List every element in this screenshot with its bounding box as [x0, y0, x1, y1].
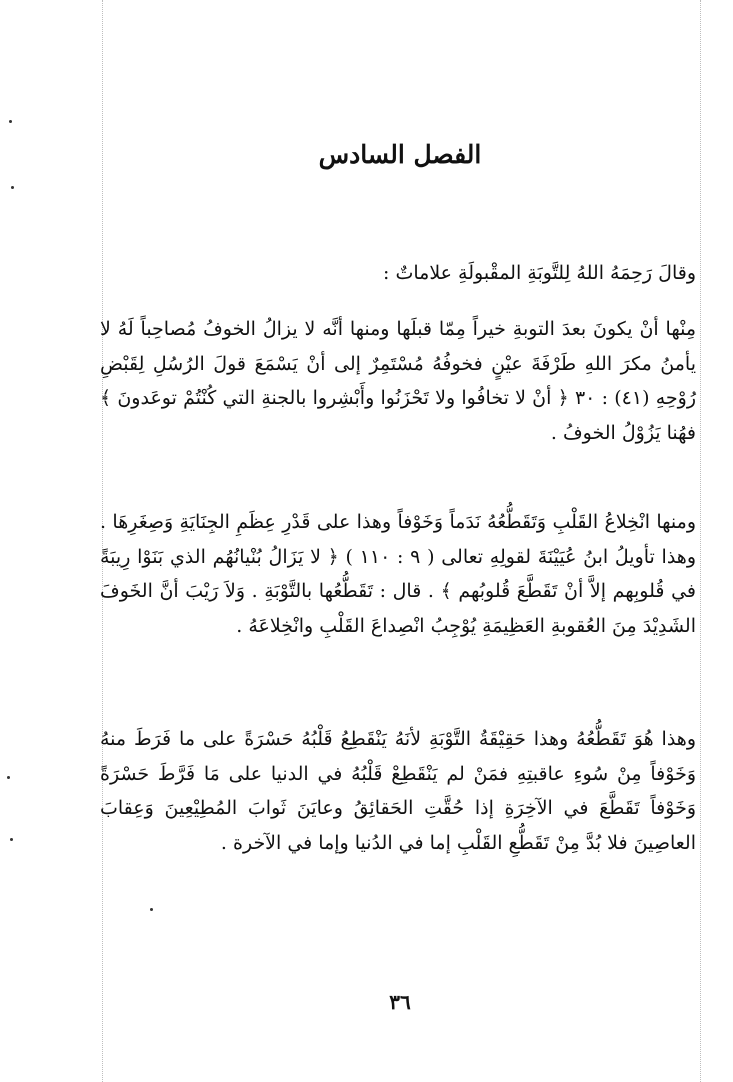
page-number: ٣٦: [389, 990, 411, 1014]
scan-speck: [11, 186, 14, 189]
right-margin-line: [700, 0, 701, 1082]
paragraph-2: ومنها انْخِلاعُ القَلْبِ وَتَقَطُّعُهُ نَدَماً وَخَوْفاً وهذا على قَدْرِ عِظَمِ الجِنَايَةِ وَصِغَرِهَا . وهذا تأويلُ ابنُ عُيَيْنَةَ لقولِهِ تعالى ( ٩ : ١١٠ ) ﴿ لا يَزَالُ بُنْيانُهُم الذي بَنَوْا رِيبَةً في قُلوبِهم إلاَّ أنْ تَقَطَّعَ قُلوبُهم ﴾ . قال : تَقَطُّعُها بالتَّوْبَةِ . وَلاَ رَيْبَ أنَّ الخَوفَ الشَدِيْدَ مِنَ العُقوبةِ العَظِيمَةِ يُوْجِبُ انْصِداعَ القَلْبِ وانْخِلاعَهُ .: [100, 511, 696, 637]
paragraph-3: وهذا هُوَ تَقَطُّعُهُ وهذا حَقِيْقَةُ التَّوْبَةِ لأنَهُ يَنْقَطِعُ قَلْبُهُ حَسْرَةً على ما فَرَطَ منهُ وَخَوْفاً مِنْ سُوءِ عاقبتِهِ فمَنْ لم يَنْقَطِعْ قَلْبُهُ في الدنيا على مَا فَرَّطَ حَسْرَةً وَخَوْفاً تَقَطَّعَ في الآخِرَةِ إذا حُقَّتِ الحَقائِقُ وعايَنَ ثَوابَ المُطِيْعِينَ وَعِقابَ العاصِينَ فلا بُدَّ مِنْ تَقَطُّعِ القَلْبِ إما في الدُنيا وإما في الآخرة .: [100, 728, 696, 854]
chapter-title: الفصل السادس: [318, 140, 482, 169]
scan-speck: [150, 908, 153, 911]
scan-speck: [7, 776, 10, 779]
scan-speck: [9, 120, 12, 123]
intro-line: وقالَ رَحِمَهُ اللهُ لِلتَّوبَةِ المقْبولَةِ علاماتٌ :: [383, 262, 696, 284]
paragraph-1: مِنْها أنْ يكونَ بعدَ التوبةِ خيراً مِمّا قبلَها ومنها أنَّه لا يزالُ الخوفُ مُصاحِباً لَهُ لا يأمنُ مكرَ اللهِ طَرْفَةَ عيْنٍ فخوفُهُ مُسْتَمِرٌ إلى أنْ يَسْمَعَ قولَ الرُسُلِ لِقَبْضِ رُوْحِهِ (٤١) : ٣٠ ﴿ أنْ لا تخافُوا ولا تَحْزَنُوا وأَبْشِروا بالجنةِ التي كُنْتُمْ توعَدونَ ﴾ فهُنا يَزُوْلُ الخوفُ .: [100, 318, 696, 444]
scan-speck: [10, 838, 13, 841]
